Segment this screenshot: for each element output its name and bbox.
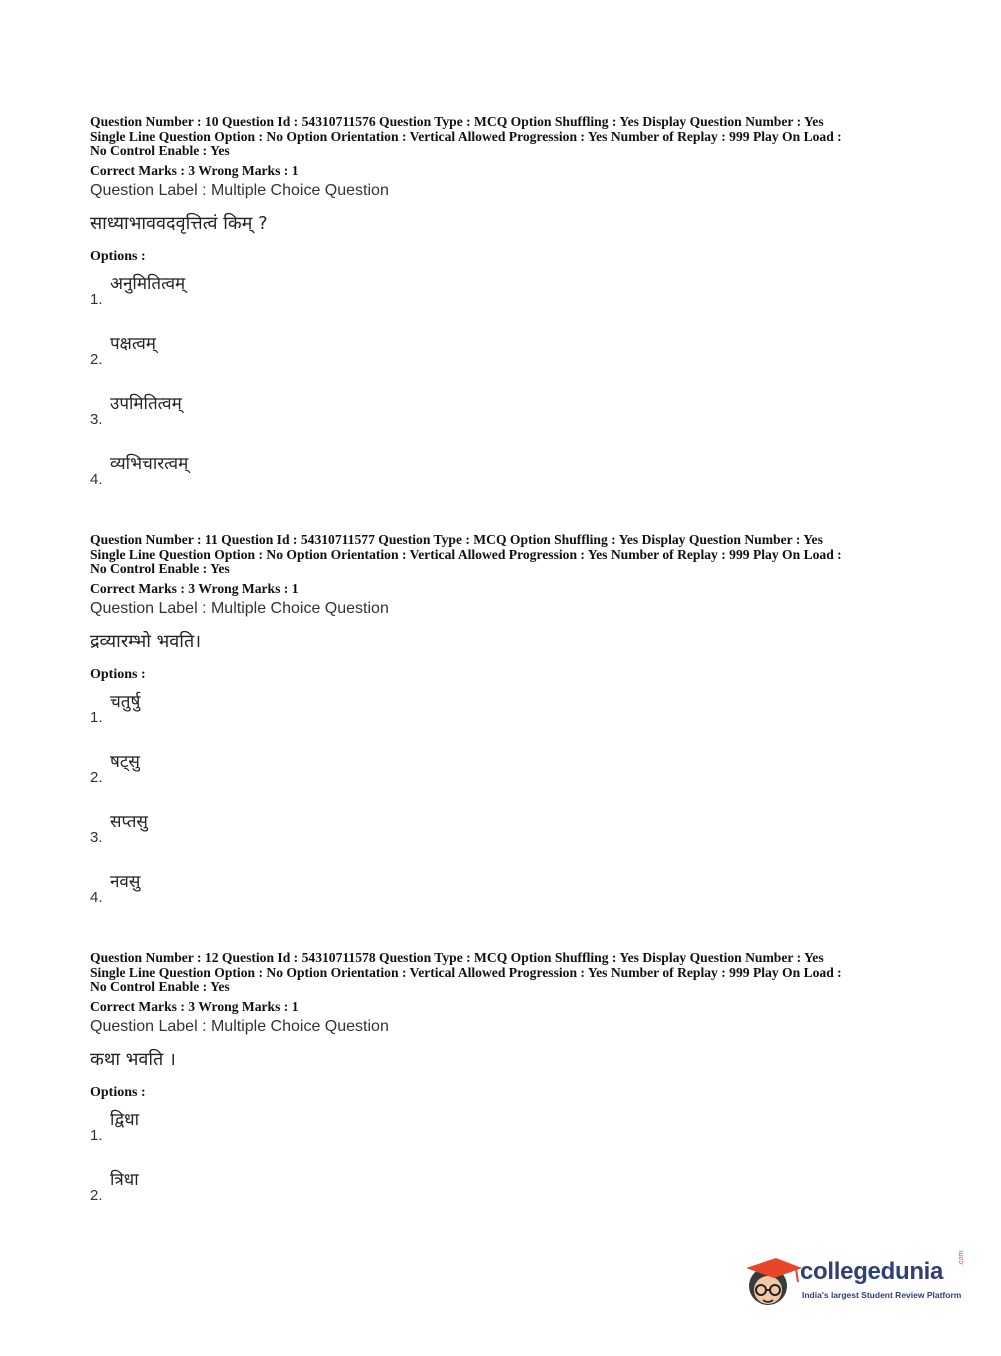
meta-line: Single Line Question Option : No Option Orientation : Vertical Allowed Progression : Yes Number of Replay : 999 Play On Load : [90, 546, 842, 562]
question-text: साध्याभाववदवृत्तित्वं किम् ? [90, 212, 268, 234]
options-list [90, 267, 930, 507]
option-text: नवसु [110, 871, 141, 892]
meta-line: Question Number : 12 Question Id : 54310711578 Question Type : MCQ Option Shuffling : Yes Display Question Number : Yes [90, 950, 824, 965]
option-number: 1. [90, 290, 103, 308]
option-number: 3. [90, 410, 103, 428]
logo-tagline: India's largest Student Review Platform [802, 1290, 962, 1300]
question-meta [90, 951, 930, 995]
option-number: 4. [90, 888, 103, 906]
meta-line: Question Number : 10 Question Id : 54310711576 Question Type : MCQ Option Shuffling : Yes Display Question Number : Yes [90, 114, 824, 129]
meta-line: Single Line Question Option : No Option Orientation : Vertical Allowed Progression : Yes Number of Replay : 999 Play On Load : [90, 128, 842, 144]
option-text: अनुमितित्वम् [110, 273, 186, 294]
question-block-11 [90, 533, 930, 925]
option-number: 2. [90, 768, 103, 786]
options-heading: Options : [90, 1084, 146, 1100]
meta-line: Single Line Question Option : No Option Orientation : Vertical Allowed Progression : Yes Number of Replay : 999 Play On Load : [90, 964, 842, 980]
option-item[interactable] [90, 447, 930, 507]
collegedunia-logo[interactable] [742, 1250, 972, 1312]
marks-line: Correct Marks : 3 Wrong Marks : 1 [90, 162, 299, 178]
option-text: व्यभिचारत्वम् [110, 453, 189, 474]
marks-line: Correct Marks : 3 Wrong Marks : 1 [90, 580, 299, 596]
option-text: पक्षत्वम् [110, 333, 156, 354]
logo-wordmark: collegedunia [800, 1258, 944, 1285]
question-block-10 [90, 115, 930, 507]
logo-suffix: .com [958, 1250, 965, 1266]
option-item[interactable] [90, 685, 930, 745]
meta-line: Question Number : 11 Question Id : 54310711577 Question Type : MCQ Option Shuffling : Yes Display Question Number : Yes [90, 532, 823, 547]
meta-line: No Control Enable : Yes [90, 979, 230, 995]
option-number: 4. [90, 470, 103, 488]
option-item[interactable] [90, 745, 930, 805]
question-label: Question Label : Multiple Choice Question [90, 181, 389, 199]
option-item[interactable] [90, 865, 930, 925]
options-list [90, 1103, 930, 1223]
option-item[interactable] [90, 805, 930, 865]
option-item[interactable] [90, 387, 930, 447]
marks-line: Correct Marks : 3 Wrong Marks : 1 [90, 998, 299, 1014]
question-text: द्रव्यारम्भो भवति। [90, 630, 202, 652]
options-list [90, 685, 930, 925]
question-meta [90, 533, 930, 577]
option-item[interactable] [90, 267, 930, 327]
option-number: 1. [90, 1126, 103, 1144]
option-text: त्रिधा [110, 1169, 139, 1190]
mascot-icon [742, 1250, 804, 1312]
meta-line: No Control Enable : Yes [90, 143, 230, 159]
option-text: षट्सु [110, 751, 140, 772]
question-block-12 [90, 951, 930, 1223]
option-text: उपमितित्वम् [110, 393, 182, 414]
options-heading: Options : [90, 248, 146, 264]
option-text: चतुर्षु [110, 691, 141, 712]
meta-line: No Control Enable : Yes [90, 561, 230, 577]
question-meta [90, 115, 930, 159]
option-number: 2. [90, 1186, 103, 1204]
option-text: द्विधा [110, 1109, 140, 1130]
option-item[interactable] [90, 1163, 930, 1223]
options-heading: Options : [90, 666, 146, 682]
question-text: कथा भवति । [90, 1048, 176, 1070]
question-label: Question Label : Multiple Choice Question [90, 1017, 389, 1035]
option-number: 1. [90, 708, 103, 726]
option-item[interactable] [90, 327, 930, 387]
option-number: 2. [90, 350, 103, 368]
option-text: सप्तसु [110, 811, 148, 832]
option-item[interactable] [90, 1103, 930, 1163]
question-label: Question Label : Multiple Choice Question [90, 599, 389, 617]
option-number: 3. [90, 828, 103, 846]
